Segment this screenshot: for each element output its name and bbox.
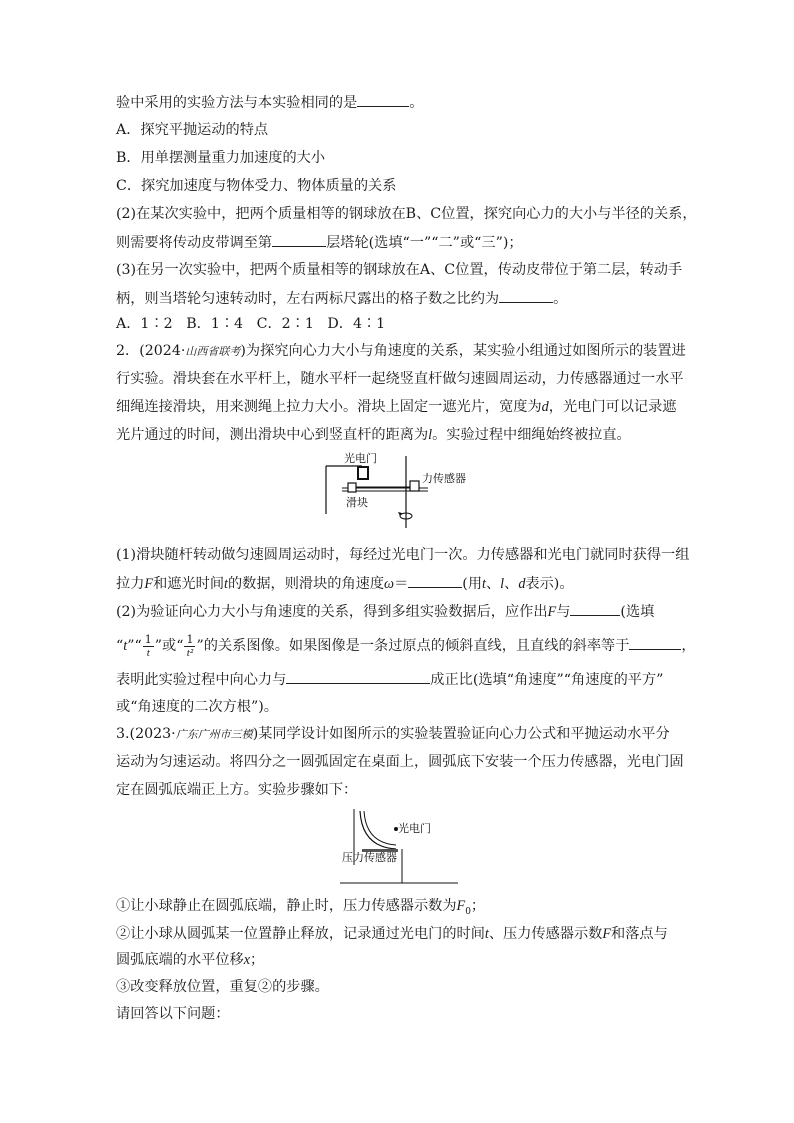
q2-part1-line2: 拉力F和遮光时间t的数据，则滑块的角速度ω＝ (用t、l、d表示)。	[116, 573, 574, 594]
answer-blank[interactable]	[408, 573, 462, 588]
quarter-arc	[360, 811, 396, 849]
q1-part2-line1: (2)在某次实验中，把两个质量相等的钢球放在B、C位置，探究向心力的大小与半径的关系，	[116, 206, 697, 222]
q1-part2-line2: 则需要将传动皮带调至第 层塔轮(选填“一”“二”或“三”)；	[116, 232, 523, 253]
answer-blank[interactable]	[272, 232, 326, 247]
q2-part2-line1: (2)为验证向心力大小与角速度的关系，得到多组实验数据后，应作出F与 (选填	[116, 601, 654, 622]
option-b: B．用单摆测量重力加速度的大小	[116, 150, 326, 166]
q1-part3-line1: (3)在另一次实验中，把两个质量相等的钢球放在A、C位置，传动皮带位于第二层，转动手	[116, 262, 683, 278]
q2-line4: 光片通过的时间，测出滑块中心到竖直杆的距离为l。实验过程中细绳始终被拉直。	[116, 427, 631, 443]
slider-block	[348, 483, 356, 492]
q3-step1: ①让小球静止在圆弧底端，静止时，压力传感器示数为$F_0$；	[116, 898, 486, 917]
q3-step2-line1: ②让小球从圆弧某一位置静止释放，记录通过光电门的时间t、压力传感器示数F和落点与	[116, 926, 668, 942]
q2-part2-line2: “t”“ $\frac{1}{t}$ ”或“ $\frac{1}{\text{t²}}$ ”的关系图像。如果图像是一条过原点的倾斜直线，且直线的斜率等于 ，	[116, 632, 696, 659]
question-source: 广东广州市三模	[175, 728, 253, 741]
q3-step2-line2: 圆弧底端的水平位移x；	[116, 952, 265, 968]
q2-line3: 细绳连接滑块，用来测绳上拉力大小。滑块上固定一遮光片，宽度为d，光电门可以记录遮	[116, 399, 677, 415]
q2-part2-line4: 或“角速度的二次方根”)。	[116, 699, 278, 715]
rotating-rod-figure	[318, 452, 488, 532]
answer-blank[interactable]	[629, 635, 681, 650]
q2-part2-line3: 表明此实验过程中向心力与 成正比(选填“角速度”“角速度的平方”	[116, 669, 663, 690]
fig-label-photogate: 光电门	[344, 452, 377, 465]
answer-blank[interactable]	[570, 601, 620, 616]
q3-line1: 3.(2023·广东广州市三模)某同学设计如图所示的实验装置验证向心力公式和平抛运动水平分	[116, 726, 670, 742]
q3-step3: ③改变释放位置，重复②的步骤。	[116, 979, 329, 995]
fig-label-force-sensor: 力传感器	[422, 472, 466, 485]
q3-line3: 定在圆弧底端正上方。实验步骤如下：	[116, 782, 358, 798]
q2-line2: 行实验。滑块套在水平杆上，随水平杆一起绕竖直杆做匀速圆周运动，力传感器通过一水平	[116, 371, 684, 387]
q2-part1-line1: (1)滑块随杆转动做匀速圆周运动时，每经过光电门一次。力传感器和光电门就同时获得一组	[116, 547, 690, 563]
answer-blank[interactable]	[499, 288, 553, 303]
q1-text-line: 验中采用的实验方法与本实验相同的是 。	[116, 92, 423, 113]
answer-blank[interactable]	[286, 669, 430, 684]
option-a: A．探究平抛运动的特点	[116, 122, 269, 138]
question-source: 山西省联考	[185, 345, 241, 358]
arc-track-figure	[340, 805, 460, 885]
option-c: C．探究加速度与物体受力、物体质量的关系	[116, 178, 397, 194]
q3-line2: 运动为匀速运动。将四分之一圆弧固定在桌面上，圆弧底下安装一个压力传感器，光电门固	[116, 754, 684, 770]
q1-part3-line2: 柄，则当塔轮匀速转动时，左右两标尺露出的格子数之比约为 。	[116, 288, 567, 309]
fig-label-photogate: 光电门	[398, 822, 431, 835]
fraction-one-over-t: $\frac{1}{t}$	[144, 632, 152, 659]
q1-part3-options: A．1∶2 B．1∶4 C．2∶1 D．4∶1	[116, 316, 386, 332]
photogate-icon	[358, 467, 368, 479]
q2-line1: 2．(2024·山西省联考)为探究向心力大小与角速度的关系，某实验小组通过如图所示的装置进	[116, 343, 686, 359]
force-sensor-box	[410, 481, 419, 491]
fig-label-pressure-sensor: 压力传感器	[342, 851, 397, 864]
answer-blank[interactable]	[357, 92, 409, 107]
quarter-arc-inner	[364, 811, 396, 845]
fig-label-slider: 滑块	[346, 496, 368, 509]
q3-prompt: 请回答以下问题：	[116, 1006, 230, 1022]
fraction-one-over-t-squared: $\frac{1}{\text{t²}}$	[186, 632, 194, 659]
